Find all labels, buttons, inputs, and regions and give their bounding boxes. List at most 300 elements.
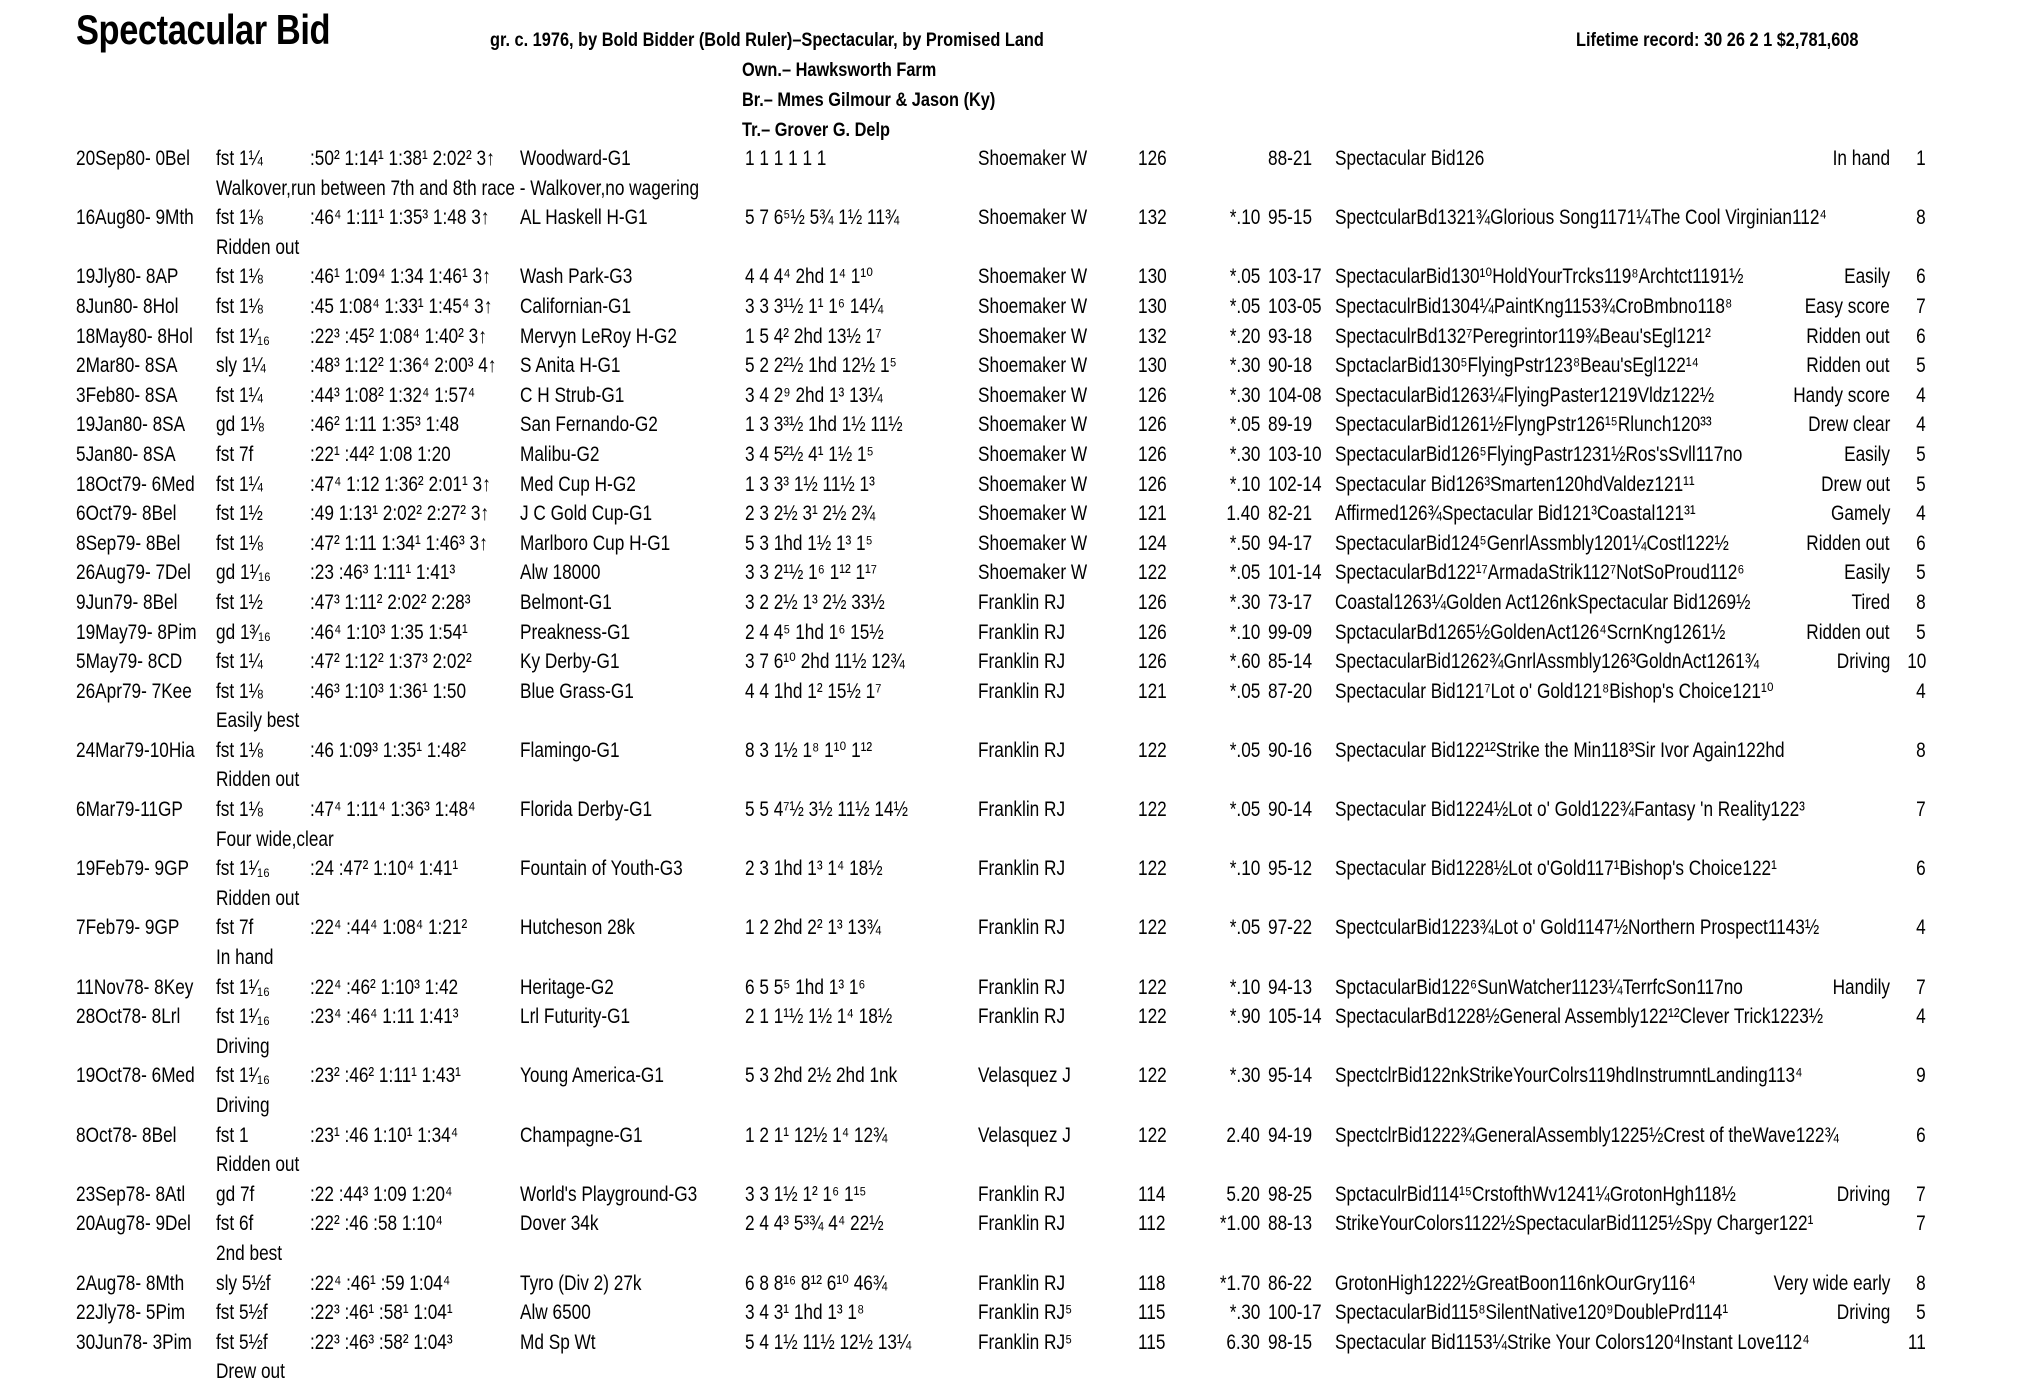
race-date: 5Jan80- 8SA bbox=[76, 442, 176, 466]
weight: 122 bbox=[1138, 857, 1167, 881]
finish-order: SpectcularBid1223¾Lot o' Gold1147½Northern Prospect1143½ bbox=[1335, 916, 1820, 940]
track-condition: gd 1¹⁄₁₆ bbox=[216, 561, 271, 585]
jockey: Shoemaker W bbox=[978, 147, 1088, 170]
calls: 5 2 2²½ 1hd 12½ 1⁵ bbox=[745, 354, 897, 378]
starters: 4 bbox=[1916, 679, 1926, 703]
speed-figure: 87-20 bbox=[1268, 679, 1313, 703]
comment: Easily bbox=[1844, 265, 1890, 289]
speed-figure: 105-14 bbox=[1268, 1005, 1322, 1029]
fractions: :45 1:08⁴ 1:33¹ 1:45⁴ 3↑ bbox=[310, 294, 493, 318]
fractions: :46¹ 1:09⁴ 1:34 1:46¹ 3↑ bbox=[310, 265, 491, 289]
speed-figure: 95-15 bbox=[1268, 206, 1313, 230]
weight: 132 bbox=[1138, 206, 1167, 230]
comment: Easily bbox=[1844, 442, 1890, 466]
odds: *.10 bbox=[1229, 472, 1260, 496]
race-comment-row bbox=[0, 1357, 2017, 1387]
track-condition: sly 1¼ bbox=[216, 354, 266, 378]
race-date: 24Mar79-10Hia bbox=[76, 738, 195, 762]
race-row bbox=[0, 410, 2017, 440]
track-condition: fst 1½ bbox=[216, 590, 263, 614]
race-row bbox=[0, 736, 2017, 766]
jockey: Franklin RJ bbox=[978, 1271, 1066, 1295]
starters: 5 bbox=[1916, 442, 1926, 466]
race-row bbox=[0, 322, 2017, 352]
track-condition: fst 1⅛ bbox=[216, 738, 263, 762]
starters: 11 bbox=[1908, 1330, 1926, 1354]
starters: 8 bbox=[1916, 590, 1926, 614]
starters: 4 bbox=[1916, 383, 1926, 407]
race-comment-row bbox=[0, 825, 2017, 855]
speed-figure: 102-14 bbox=[1268, 472, 1322, 496]
jockey: Franklin RJ bbox=[978, 1005, 1066, 1029]
finish-order: SpectacularBid1261½FlyngPstr126¹⁵Rlunch120³³ bbox=[1335, 413, 1712, 437]
calls: 5 3 1hd 1½ 1³ 1⁵ bbox=[745, 531, 873, 555]
fractions: :23¹ :46 1:10¹ 1:34⁴ bbox=[310, 1123, 459, 1147]
jockey: Franklin RJ bbox=[978, 975, 1066, 999]
starters: 10 bbox=[1906, 650, 1926, 674]
race-comment: Drew out bbox=[216, 1360, 285, 1384]
jockey: Shoemaker W bbox=[978, 442, 1088, 466]
odds: *.10 bbox=[1229, 857, 1260, 881]
finish-order: Spectacular Bid1228½Lot o'Gold117¹Bishop's Choice122¹ bbox=[1335, 857, 1777, 881]
race-row bbox=[0, 854, 2017, 884]
starters: 6 bbox=[1916, 324, 1926, 348]
jockey: Franklin RJ⁵ bbox=[978, 1301, 1073, 1325]
race-comment-row bbox=[0, 1032, 2017, 1062]
odds: *.10 bbox=[1229, 975, 1260, 999]
fractions: :22³ :46¹ :58¹ 1:04¹ bbox=[310, 1301, 453, 1325]
race-name: Florida Derby-G1 bbox=[520, 798, 653, 822]
finish-order: SpctaclarBid130⁵FlyingPstr123⁸Beau'sEgl122¹⁴ bbox=[1335, 354, 1699, 378]
calls: 2 1 1¹½ 1½ 1⁴ 18½ bbox=[745, 1005, 893, 1029]
race-name: Ky Derby-G1 bbox=[520, 650, 620, 674]
track-condition: fst 1¼ bbox=[216, 472, 263, 496]
race-row bbox=[0, 529, 2017, 559]
track-condition: fst 1¹⁄₁₆ bbox=[216, 324, 270, 348]
calls: 3 4 2⁹ 2hd 1³ 13¼ bbox=[745, 383, 883, 407]
weight: 126 bbox=[1138, 472, 1167, 496]
race-list bbox=[0, 144, 2017, 1387]
race-row bbox=[0, 558, 2017, 588]
race-comment: Ridden out bbox=[216, 886, 300, 910]
fractions: :46⁴ 1:10³ 1:35 1:54¹ bbox=[310, 620, 468, 644]
comment: Gamely bbox=[1830, 502, 1890, 526]
calls: 1 3 3³½ 1hd 1½ 11½ bbox=[745, 413, 903, 437]
race-date: 7Feb79- 9GP bbox=[76, 916, 180, 940]
fractions: :46² 1:11 1:35³ 1:48 bbox=[310, 413, 460, 437]
race-date: 6Oct79- 8Bel bbox=[76, 502, 177, 526]
race-row bbox=[0, 499, 2017, 529]
jockey: Shoemaker W bbox=[978, 561, 1088, 585]
speed-figure: 95-12 bbox=[1268, 857, 1313, 881]
jockey: Franklin RJ bbox=[978, 590, 1066, 614]
fractions: :22⁴ :46² 1:10³ 1:42 bbox=[310, 975, 459, 999]
race-comment-row bbox=[0, 706, 2017, 736]
race-comment-row bbox=[0, 233, 2017, 263]
fractions: :50² 1:14¹ 1:38¹ 2:02² 3↑ bbox=[310, 147, 495, 170]
finish-order: Coastal1263¼Golden Act126nkSpectacular Bid1269½ bbox=[1335, 590, 1751, 614]
odds: *.05 bbox=[1229, 561, 1260, 585]
race-name: Heritage-G2 bbox=[520, 975, 614, 999]
race-name: Woodward-G1 bbox=[520, 147, 631, 170]
fractions: :22 :44³ 1:09 1:20⁴ bbox=[310, 1182, 453, 1206]
race-row bbox=[0, 647, 2017, 677]
race-name: Alw 6500 bbox=[520, 1301, 591, 1325]
track-condition: fst 1⅛ bbox=[216, 798, 263, 822]
race-name: S Anita H-G1 bbox=[520, 354, 621, 378]
odds: *.60 bbox=[1229, 650, 1260, 674]
race-comment: Ridden out bbox=[216, 1153, 300, 1177]
finish-order: SpctacularBd1265½GoldenAct126⁴ScrnKng1261½ bbox=[1335, 620, 1726, 644]
odds: *.20 bbox=[1229, 324, 1260, 348]
fractions: :22¹ :44² 1:08 1:20 bbox=[310, 442, 451, 466]
jockey: Franklin RJ bbox=[978, 620, 1066, 644]
finish-order: SpctaculrBid114¹⁵CrstofthWv1241¼GrotonHgh118½ bbox=[1335, 1182, 1736, 1206]
race-date: 26Aug79- 7Del bbox=[76, 561, 191, 585]
speed-figure: 90-16 bbox=[1268, 738, 1313, 762]
race-date: 20Sep80- 0Bel bbox=[76, 147, 190, 170]
finish-order: SpectaculrBd132⁷Peregrintor119¾Beau'sEgl121² bbox=[1335, 324, 1711, 348]
comment: Easy score bbox=[1804, 294, 1890, 318]
finish-order: SpectacularBid124⁵GenrlAssmbly1201¼Costl122½ bbox=[1335, 531, 1729, 555]
speed-figure: 97-22 bbox=[1268, 916, 1313, 940]
header bbox=[0, 0, 2017, 150]
speed-figure: 100-17 bbox=[1268, 1301, 1322, 1325]
fractions: :47² 1:12² 1:37³ 2:02² bbox=[310, 650, 472, 674]
race-name: J C Gold Cup-G1 bbox=[520, 502, 653, 526]
speed-figure: 103-17 bbox=[1268, 265, 1322, 289]
finish-order: SpctacularBid122⁶SunWatcher1123¼TerrfcSon117no bbox=[1335, 975, 1743, 999]
finish-order: SpectclrBid122nkStrikeYourColrs119hdInstrumntLanding113⁴ bbox=[1335, 1064, 1803, 1088]
race-name: Young America-G1 bbox=[520, 1064, 664, 1088]
comment: Drew out bbox=[1821, 472, 1890, 496]
race-name: Blue Grass-G1 bbox=[520, 679, 634, 703]
weight: 115 bbox=[1138, 1330, 1166, 1354]
starters: 6 bbox=[1916, 857, 1926, 881]
weight: 115 bbox=[1138, 1301, 1166, 1325]
odds: *.10 bbox=[1229, 206, 1260, 230]
fractions: :22² :46 :58 1:10⁴ bbox=[310, 1212, 443, 1236]
jockey: Franklin RJ⁵ bbox=[978, 1330, 1073, 1354]
race-date: 20Aug78- 9Del bbox=[76, 1212, 191, 1236]
race-comment: Ridden out bbox=[216, 235, 300, 259]
calls: 5 3 2hd 2½ 2hd 1nk bbox=[745, 1064, 898, 1088]
race-date: 26Apr79- 7Kee bbox=[76, 679, 192, 703]
finish-order: Spectacular Bid122¹²Strike the Min118³Sir Ivor Again122hd bbox=[1335, 738, 1785, 762]
comment: Ridden out bbox=[1806, 620, 1890, 644]
track-condition: fst 1¹⁄₁₆ bbox=[216, 975, 270, 999]
weight: 122 bbox=[1138, 1123, 1167, 1147]
race-name: San Fernando-G2 bbox=[520, 413, 658, 437]
jockey: Franklin RJ bbox=[978, 679, 1066, 703]
race-comment: Driving bbox=[216, 1034, 270, 1058]
race-comment-row bbox=[0, 765, 2017, 795]
horse-name: Spectacular Bid bbox=[76, 6, 331, 53]
finish-order: SpectacularBd1228½General Assembly122¹²Clever Trick1223½ bbox=[1335, 1005, 1824, 1029]
odds: 5.20 bbox=[1226, 1182, 1260, 1206]
speed-figure: 85-14 bbox=[1268, 650, 1313, 674]
track-condition: fst 6f bbox=[216, 1212, 254, 1236]
race-row bbox=[0, 1269, 2017, 1299]
starters: 5 bbox=[1916, 620, 1926, 644]
odds: *1.70 bbox=[1219, 1271, 1260, 1295]
starters: 5 bbox=[1916, 1301, 1926, 1325]
calls: 3 4 3¹ 1hd 1³ 1⁸ bbox=[745, 1301, 865, 1325]
weight: 112 bbox=[1138, 1212, 1166, 1236]
race-date: 2Aug78- 8Mth bbox=[76, 1271, 185, 1295]
race-row bbox=[0, 1328, 2017, 1358]
race-name: C H Strub-G1 bbox=[520, 383, 625, 407]
race-name: Flamingo-G1 bbox=[520, 738, 620, 762]
race-date: 19Oct78- 6Med bbox=[76, 1064, 195, 1088]
odds: *1.00 bbox=[1219, 1212, 1260, 1236]
race-date: 16Aug80- 9Mth bbox=[76, 206, 194, 230]
speed-figure: 99-09 bbox=[1268, 620, 1313, 644]
odds: *.05 bbox=[1229, 916, 1260, 940]
race-name: Dover 34k bbox=[520, 1212, 599, 1236]
starters: 4 bbox=[1916, 916, 1926, 940]
owner: Own.– Hawksworth Farm bbox=[742, 60, 937, 81]
race-name: Med Cup H-G2 bbox=[520, 472, 636, 496]
calls: 1 1 1 1 1 1 bbox=[745, 147, 827, 170]
track-condition: fst 1¹⁄₁₆ bbox=[216, 1064, 270, 1088]
race-row bbox=[0, 203, 2017, 233]
race-date: 18Oct79- 6Med bbox=[76, 472, 195, 496]
weight: 132 bbox=[1138, 324, 1167, 348]
jockey: Shoemaker W bbox=[978, 324, 1088, 348]
pedigree: gr. c. 1976, by Bold Bidder (Bold Ruler)–Spectacular, by Promised Land bbox=[490, 30, 1044, 51]
finish-order: SpectacularBid1263¼FlyingPaster1219Vldz122½ bbox=[1335, 383, 1715, 407]
speed-figure: 86-22 bbox=[1268, 1271, 1313, 1295]
race-date: 9Jun79- 8Bel bbox=[76, 590, 178, 614]
race-row bbox=[0, 913, 2017, 943]
race-name: Lrl Futurity-G1 bbox=[520, 1005, 631, 1029]
calls: 5 4 1½ 11½ 12½ 13¼ bbox=[745, 1330, 912, 1354]
track-condition: fst 7f bbox=[216, 916, 254, 940]
jockey: Shoemaker W bbox=[978, 383, 1088, 407]
race-name: World's Playground-G3 bbox=[520, 1182, 698, 1206]
starters: 4 bbox=[1916, 1005, 1926, 1029]
calls: 3 2 2½ 1³ 2½ 33½ bbox=[745, 590, 885, 614]
calls: 6 5 5⁵ 1hd 1³ 1⁶ bbox=[745, 975, 866, 999]
speed-figure: 104-08 bbox=[1268, 383, 1322, 407]
track-condition: fst 5½f bbox=[216, 1301, 268, 1325]
track-condition: fst 1¹⁄₁₆ bbox=[216, 857, 270, 881]
race-comment-row bbox=[0, 1239, 2017, 1269]
odds: *.05 bbox=[1229, 798, 1260, 822]
weight: 130 bbox=[1138, 354, 1167, 378]
weight: 126 bbox=[1138, 442, 1167, 466]
fractions: :22³ :45² 1:08⁴ 1:40² 3↑ bbox=[310, 324, 487, 348]
weight: 126 bbox=[1138, 650, 1167, 674]
weight: 122 bbox=[1138, 916, 1167, 940]
odds: *.05 bbox=[1229, 294, 1260, 318]
calls: 5 7 6⁵½ 5¾ 1½ 11¾ bbox=[745, 206, 900, 230]
race-comment-row bbox=[0, 1091, 2017, 1121]
finish-order: GrotonHigh1222½GreatBoon116nkOurGry116⁴ bbox=[1335, 1271, 1696, 1295]
finish-order: SpectacularBid115⁸SilentNative120⁹DoublePrd114¹ bbox=[1335, 1301, 1729, 1325]
finish-order: SpectaculrBid1304¼PaintKng1153¾CroBmbno118⁸ bbox=[1335, 294, 1733, 318]
starters: 5 bbox=[1916, 354, 1926, 378]
odds: *.90 bbox=[1229, 1005, 1260, 1029]
race-date: 8Sep79- 8Bel bbox=[76, 531, 181, 555]
race-date: 8Jun80- 8Hol bbox=[76, 294, 179, 318]
odds: *.05 bbox=[1229, 413, 1260, 437]
jockey: Shoemaker W bbox=[978, 472, 1088, 496]
race-name: Md Sp Wt bbox=[520, 1330, 596, 1354]
race-row bbox=[0, 292, 2017, 322]
speed-figure: 103-10 bbox=[1268, 442, 1322, 466]
odds: 6.30 bbox=[1226, 1330, 1260, 1354]
race-comment-row bbox=[0, 1150, 2017, 1180]
race-date: 3Feb80- 8SA bbox=[76, 383, 178, 407]
weight: 124 bbox=[1138, 531, 1167, 555]
race-date: 11Nov78- 8Key bbox=[76, 975, 194, 999]
track-condition: fst 1½ bbox=[216, 502, 263, 526]
weight: 126 bbox=[1138, 590, 1167, 614]
race-row bbox=[0, 677, 2017, 707]
speed-figure: 101-14 bbox=[1268, 561, 1322, 585]
starters: 7 bbox=[1916, 294, 1926, 318]
race-comment: Driving bbox=[216, 1094, 270, 1117]
race-row bbox=[0, 1121, 2017, 1151]
race-row bbox=[0, 618, 2017, 648]
race-name: Alw 18000 bbox=[520, 561, 601, 585]
finish-order: Spectacular Bid1153¼Strike Your Colors120⁴Instant Love112⁴ bbox=[1335, 1330, 1810, 1354]
race-row bbox=[0, 973, 2017, 1003]
fractions: :44³ 1:08² 1:32⁴ 1:57⁴ bbox=[310, 383, 476, 407]
race-row bbox=[0, 1002, 2017, 1032]
track-condition: fst 7f bbox=[216, 442, 254, 466]
race-date: 2Mar80- 8SA bbox=[76, 354, 178, 378]
starters: 6 bbox=[1916, 531, 1926, 555]
race-date: 28Oct78- 8Lrl bbox=[76, 1005, 181, 1029]
odds: *.30 bbox=[1229, 1301, 1260, 1325]
fractions: :47⁴ 1:11⁴ 1:36³ 1:48⁴ bbox=[310, 798, 476, 822]
weight: 121 bbox=[1138, 502, 1167, 526]
comment: Driving bbox=[1836, 1301, 1890, 1325]
starters: 8 bbox=[1916, 738, 1926, 762]
calls: 3 3 2¹½ 1⁶ 1¹² 1¹⁷ bbox=[745, 561, 878, 585]
speed-figure: 88-21 bbox=[1268, 147, 1313, 170]
race-date: 6Mar79-11GP bbox=[76, 798, 183, 822]
race-row bbox=[0, 470, 2017, 500]
race-date: 22Jly78- 5Pim bbox=[76, 1301, 186, 1325]
speed-figure: 98-25 bbox=[1268, 1182, 1313, 1206]
calls: 2 3 1hd 1³ 1⁴ 18½ bbox=[745, 857, 883, 881]
race-row bbox=[0, 262, 2017, 292]
race-row bbox=[0, 588, 2017, 618]
weight: 122 bbox=[1138, 738, 1167, 762]
race-comment: Four wide,clear bbox=[216, 827, 334, 851]
track-condition: gd 7f bbox=[216, 1182, 255, 1206]
race-name: Fountain of Youth-G3 bbox=[520, 857, 683, 881]
track-condition: fst 1⅛ bbox=[216, 265, 263, 289]
jockey: Franklin RJ bbox=[978, 857, 1066, 881]
fractions: :46³ 1:10³ 1:36¹ 1:50 bbox=[310, 679, 467, 703]
race-row bbox=[0, 1061, 2017, 1091]
weight: 126 bbox=[1138, 413, 1167, 437]
calls: 4 4 4⁴ 2hd 1⁴ 1¹⁰ bbox=[745, 265, 873, 289]
race-name: Tyro (Div 2) 27k bbox=[520, 1271, 642, 1295]
calls: 2 4 4³ 5³¾ 4⁴ 22½ bbox=[745, 1212, 884, 1236]
finish-order: SpectacularBid126⁵FlyingPastr1231½Ros'sSvll117no bbox=[1335, 442, 1743, 466]
odds: *.30 bbox=[1229, 354, 1260, 378]
race-row bbox=[0, 1180, 2017, 1210]
track-condition: fst 1⅛ bbox=[216, 531, 263, 555]
speed-figure: 93-18 bbox=[1268, 324, 1313, 348]
race-comment-row bbox=[0, 943, 2017, 973]
finish-order: SpectacularBid1262¾GnrlAssmbly126³GoldnAct1261¾ bbox=[1335, 650, 1760, 674]
calls: 3 4 5²½ 4¹ 1½ 1⁵ bbox=[745, 442, 874, 466]
calls: 4 4 1hd 1² 15½ 1⁷ bbox=[745, 679, 882, 703]
weight: 114 bbox=[1138, 1182, 1166, 1206]
starters: 7 bbox=[1916, 1212, 1926, 1236]
race-name: Preakness-G1 bbox=[520, 620, 631, 644]
comment: Handy score bbox=[1793, 383, 1890, 407]
finish-order: SpectclrBid1222¾GeneralAssembly1225½Crest of theWave122¾ bbox=[1335, 1123, 1839, 1147]
race-comment-row bbox=[0, 884, 2017, 914]
jockey: Shoemaker W bbox=[978, 531, 1088, 555]
starters: 4 bbox=[1916, 413, 1926, 437]
fractions: :47³ 1:11² 2:02² 2:28³ bbox=[310, 590, 471, 614]
comment: Handily bbox=[1832, 975, 1890, 999]
calls: 1 3 3³ 1½ 11½ 1³ bbox=[745, 472, 875, 496]
race-date: 19Jly80- 8AP bbox=[76, 265, 179, 289]
starters: 6 bbox=[1916, 1123, 1926, 1147]
race-comment: In hand bbox=[216, 946, 274, 970]
breeder: Br.– Mmes Gilmour & Jason (Ky) bbox=[742, 90, 996, 111]
odds: *.30 bbox=[1229, 442, 1260, 466]
race-date: 8Oct78- 8Bel bbox=[76, 1123, 177, 1147]
weight: 130 bbox=[1138, 265, 1167, 289]
finish-order: Spectacular Bid126 bbox=[1335, 147, 1485, 170]
race-row bbox=[0, 144, 2017, 174]
calls: 3 7 6¹⁰ 2hd 11½ 12¾ bbox=[745, 650, 905, 674]
weight: 126 bbox=[1138, 383, 1167, 407]
lifetime-record: Lifetime record: 30 26 2 1 $2,781,608 bbox=[1576, 30, 1859, 51]
odds: *.10 bbox=[1229, 620, 1260, 644]
speed-figure: 94-19 bbox=[1268, 1123, 1313, 1147]
comment: In hand bbox=[1832, 147, 1890, 170]
starters: 1 bbox=[1916, 147, 1926, 170]
speed-figure: 103-05 bbox=[1268, 294, 1322, 318]
odds: *.30 bbox=[1229, 383, 1260, 407]
track-condition: gd 1³⁄₁₆ bbox=[216, 620, 271, 644]
jockey: Shoemaker W bbox=[978, 502, 1088, 526]
jockey: Shoemaker W bbox=[978, 265, 1088, 289]
finish-order: SpectacularBid130¹⁰HoldYourTrcks119⁸Archtct1191½ bbox=[1335, 265, 1744, 289]
speed-figure: 73-17 bbox=[1268, 590, 1313, 614]
starters: 7 bbox=[1916, 1182, 1926, 1206]
finish-order: StrikeYourColors1122½SpectacularBid1125½Spy Charger122¹ bbox=[1335, 1212, 1814, 1236]
weight: 122 bbox=[1138, 975, 1167, 999]
speed-figure: 82-21 bbox=[1268, 502, 1313, 526]
trainer: Tr.– Grover G. Delp bbox=[742, 120, 891, 141]
track-condition: fst 1¼ bbox=[216, 650, 263, 674]
finish-order: Affirmed126¾Spectacular Bid121³Coastal121³¹ bbox=[1335, 502, 1696, 526]
comment: Ridden out bbox=[1806, 354, 1890, 378]
speed-figure: 98-15 bbox=[1268, 1330, 1313, 1354]
race-name: Marlboro Cup H-G1 bbox=[520, 531, 671, 555]
fractions: :23² :46² 1:11¹ 1:43¹ bbox=[310, 1064, 461, 1088]
weight: 126 bbox=[1138, 147, 1167, 170]
starters: 8 bbox=[1916, 1271, 1926, 1295]
weight: 122 bbox=[1138, 798, 1167, 822]
weight: 122 bbox=[1138, 561, 1167, 585]
calls: 3 3 1½ 1² 1⁶ 1¹⁵ bbox=[745, 1182, 867, 1206]
race-name: Mervyn LeRoy H-G2 bbox=[520, 324, 677, 348]
